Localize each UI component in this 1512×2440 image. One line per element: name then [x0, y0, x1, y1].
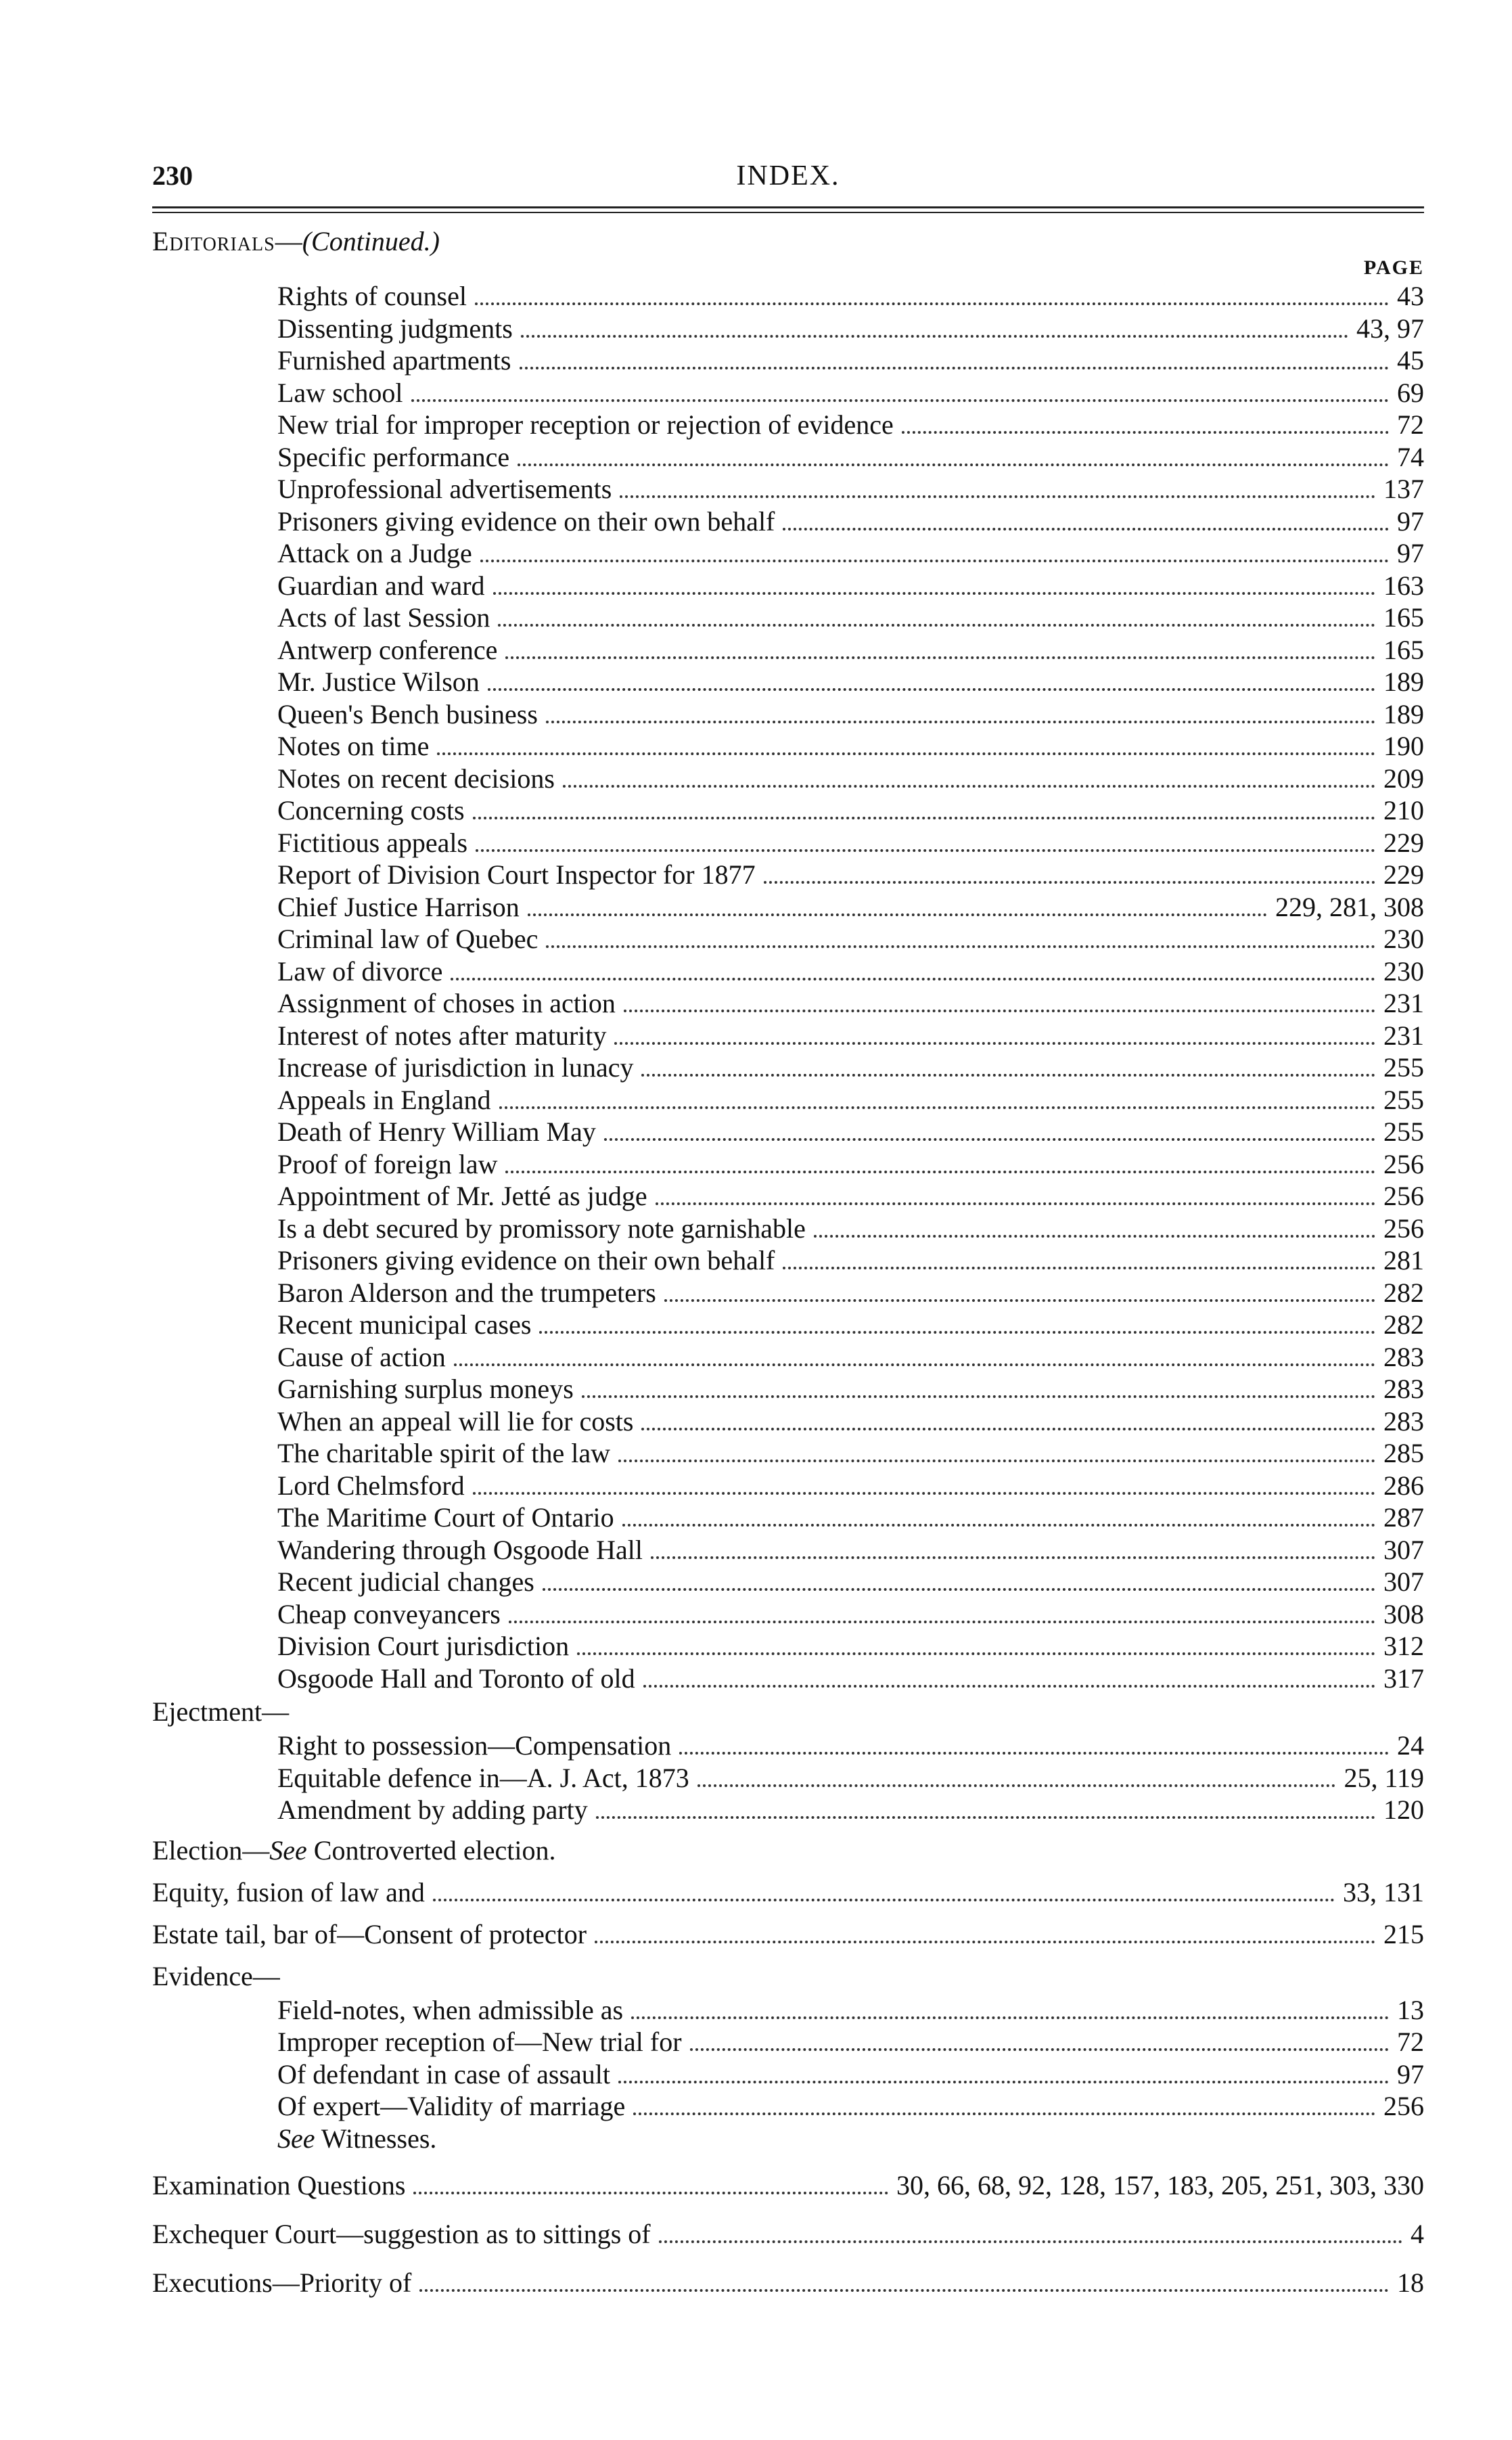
dot-leader — [618, 1460, 1375, 1462]
entry-label: Specific performance — [277, 441, 510, 472]
entry-pages: 97 — [1397, 505, 1424, 537]
dot-leader — [488, 688, 1375, 691]
entry-pages: 165 — [1383, 602, 1424, 633]
index-entry — [152, 955, 1424, 988]
dot-leader — [451, 978, 1375, 980]
entry-label: Notes on recent decisions — [277, 763, 555, 794]
entry-pages: 43 — [1397, 281, 1424, 311]
index-entry — [152, 1437, 1424, 1470]
dot-leader — [614, 1042, 1375, 1045]
entry-pages: 282 — [1383, 1309, 1424, 1340]
index-entry — [152, 1566, 1424, 1598]
section-heading-ejectment: Ejectment— — [152, 1696, 290, 1727]
entry-label: Right to possession—Compensation — [277, 1730, 672, 1761]
index-entry — [152, 1405, 1424, 1438]
index-entry — [152, 763, 1424, 795]
dot-leader — [582, 1395, 1375, 1398]
entry-pages: 33, 131 — [1343, 1876, 1424, 1907]
running-head — [152, 160, 1424, 200]
dot-leader — [604, 1138, 1375, 1141]
index-entry — [152, 1213, 1424, 1245]
entry-election — [152, 1833, 1424, 1868]
entry-label: Division Court jurisdiction — [277, 1631, 570, 1661]
entry-pages: 4 — [1411, 2219, 1424, 2249]
index-entry — [152, 409, 1424, 441]
index-entry — [152, 1630, 1424, 1663]
index-entry — [152, 891, 1424, 924]
entry-label: Recent judicial changes — [277, 1566, 534, 1597]
entry-pages: 282 — [1383, 1277, 1424, 1308]
dot-leader — [528, 913, 1267, 916]
entry-pages: 283 — [1383, 1374, 1424, 1404]
editorials-entries — [152, 280, 1424, 1694]
dot-leader — [480, 560, 1389, 562]
see-target: Controverted election. — [313, 1834, 556, 1866]
entry-label: Report of Division Court Inspector for 1877 — [277, 859, 756, 890]
entry-pages: 97 — [1397, 538, 1424, 568]
dot-leader — [659, 2240, 1402, 2243]
entry-label: Fictitious appeals — [277, 827, 468, 858]
index-entry — [152, 666, 1424, 698]
entry-label: Of defendant in case of assault — [277, 2058, 611, 2089]
index-entry — [152, 344, 1424, 377]
dot-leader — [546, 721, 1375, 723]
index-entry — [152, 505, 1424, 538]
entry-pages: 256 — [1383, 1181, 1424, 1211]
dot-leader — [437, 752, 1375, 755]
dot-leader — [620, 495, 1375, 498]
dot-leader — [454, 1363, 1375, 1366]
entry-estate-tail — [152, 1917, 1424, 1952]
entry-pages: 189 — [1383, 667, 1424, 697]
dot-leader — [505, 656, 1375, 659]
entry-pages: 308 — [1383, 1598, 1424, 1629]
entry-label: The Maritime Court of Ontario — [277, 1502, 614, 1533]
tail-entries — [152, 2168, 1424, 2301]
dot-leader — [505, 1171, 1375, 1173]
entry-label: Death of Henry William May — [277, 1116, 596, 1147]
dot-leader — [413, 2192, 888, 2194]
entry-pages: 256 — [1383, 1213, 1424, 1244]
dot-leader — [419, 2289, 1389, 2292]
index-entry — [152, 730, 1424, 763]
index-entry — [152, 1180, 1424, 1213]
index-entry — [152, 1341, 1424, 1374]
entry-pages: 255 — [1383, 1084, 1424, 1115]
index-entry — [152, 1373, 1424, 1405]
entry-pages: 209 — [1383, 763, 1424, 794]
dot-leader — [498, 624, 1375, 627]
heading-dash: — — [275, 226, 302, 256]
index-entry — [152, 1244, 1424, 1277]
entry-label: Unprofessional advertisements — [277, 474, 612, 504]
dot-leader — [520, 367, 1390, 369]
entry-pages: 43, 97 — [1356, 313, 1424, 344]
entry-pages: 229, 281, 308 — [1275, 891, 1424, 922]
dot-leader — [764, 881, 1375, 884]
see-word: See — [277, 2123, 315, 2154]
dot-leader — [697, 1784, 1336, 1787]
entry-pages: 190 — [1383, 731, 1424, 761]
entry-pages: 230 — [1383, 955, 1424, 987]
index-entry — [152, 1052, 1424, 1084]
entry-pages: 307 — [1383, 1534, 1424, 1565]
index-entry — [152, 1116, 1424, 1148]
entry-label: Antwerp conference — [277, 634, 498, 665]
index-entry — [152, 987, 1424, 1020]
index-entry — [152, 441, 1424, 474]
index-entry — [152, 1501, 1424, 1534]
entry-label: Lord Chelmsford — [277, 1470, 465, 1501]
section-heading-editorials — [152, 223, 1424, 260]
entry-pages: 317 — [1383, 1663, 1424, 1694]
entry-label: Equitable defence in—A. J. Act, 1873 — [277, 1762, 689, 1793]
entry-pages: 307 — [1383, 1566, 1424, 1597]
dot-leader — [577, 1652, 1375, 1655]
dot-leader — [521, 335, 1348, 338]
entry-pages: 165 — [1383, 634, 1424, 665]
see-target: Witnesses. — [321, 2123, 437, 2154]
entry-label: Proof of foreign law — [277, 1148, 498, 1179]
see-also-witnesses — [152, 2123, 1424, 2155]
index-entry — [152, 2168, 1424, 2203]
index-entry — [152, 634, 1424, 667]
entry-label: Osgoode Hall and Toronto of old — [277, 1663, 635, 1694]
index-entry — [152, 1084, 1424, 1116]
entry-label: Increase of jurisdiction in lunacy — [277, 1052, 634, 1083]
entry-pages: 283 — [1383, 1341, 1424, 1372]
index-entry — [152, 537, 1424, 570]
index-entry — [152, 1730, 1424, 1762]
entry-label: The charitable spirit of the law — [277, 1438, 611, 1468]
entry-pages: 24 — [1397, 1730, 1424, 1761]
entry-pages: 229 — [1383, 827, 1424, 858]
entry-label: Notes on time — [277, 731, 430, 761]
entry-pages: 72 — [1397, 2027, 1424, 2057]
entry-pages: 72 — [1397, 409, 1424, 440]
index-entry — [152, 827, 1424, 859]
dot-leader — [618, 2081, 1389, 2083]
entry-pages: 120 — [1383, 1794, 1424, 1825]
header-rule-thin — [152, 212, 1424, 213]
index-entry — [152, 2058, 1424, 2091]
entry-pages: 283 — [1383, 1405, 1424, 1437]
index-entry — [152, 923, 1424, 955]
entry-pages: 45 — [1397, 345, 1424, 376]
dot-leader — [902, 431, 1389, 434]
entry-label: Recent municipal cases — [277, 1309, 532, 1340]
entry-pages: 18 — [1397, 2267, 1424, 2298]
dot-leader — [783, 528, 1389, 530]
dot-leader — [643, 1685, 1375, 1688]
entry-pages: 312 — [1383, 1631, 1424, 1661]
index-entry — [152, 570, 1424, 602]
see-word: See — [269, 1834, 307, 1866]
entry-label: Concerning costs — [277, 795, 465, 826]
entry-pages: 189 — [1383, 698, 1424, 729]
dot-leader — [475, 302, 1389, 305]
index-entry — [152, 1598, 1424, 1631]
entry-pages: 231 — [1383, 1020, 1424, 1051]
entry-label: Mr. Justice Wilson — [277, 667, 480, 697]
entry-pages: 255 — [1383, 1116, 1424, 1147]
entry-label: When an appeal will lie for costs — [277, 1405, 634, 1437]
dot-leader — [518, 464, 1389, 466]
index-entry — [152, 1663, 1424, 1695]
entry-label: Field-notes, when admissible as — [277, 1994, 624, 2025]
entry-pages: 255 — [1383, 1052, 1424, 1083]
entry-label: Cheap conveyancers — [277, 1598, 501, 1629]
entry-label: Rights of counsel — [277, 281, 467, 311]
entry-pages: 286 — [1383, 1470, 1424, 1501]
entry-label: Acts of last Session — [277, 602, 490, 633]
entry-label: Dissenting judgments — [277, 313, 513, 344]
entry-label: Examination Questions — [152, 2170, 406, 2200]
index-entry — [152, 1020, 1424, 1052]
index-entry — [152, 473, 1424, 505]
entry-pages: 230 — [1383, 924, 1424, 954]
index-entry — [152, 280, 1424, 313]
dot-leader — [656, 1202, 1375, 1205]
dot-leader — [679, 1752, 1389, 1755]
entry-pages: 13 — [1397, 1994, 1424, 2025]
dot-leader — [595, 1941, 1375, 1943]
index-entry — [152, 859, 1424, 891]
index-entry — [152, 602, 1424, 634]
entry-label: Exchequer Court—suggestion as to sittings of — [152, 2219, 651, 2249]
dot-leader — [411, 399, 1389, 402]
index-entry — [152, 2026, 1424, 2058]
index-entry — [152, 1994, 1424, 2027]
entry-label: Estate tail, bar of—Consent of protector — [152, 1918, 587, 1949]
dot-leader — [622, 1524, 1375, 1527]
entry-label: Improper reception of—New trial for — [277, 2027, 682, 2057]
entry-label: Baron Alderson and the trumpeters — [277, 1277, 656, 1308]
index-entry — [152, 2265, 1424, 2301]
entry-pages: 69 — [1397, 377, 1424, 408]
index-entry — [152, 2217, 1424, 2252]
page-column-label: PAGE — [1363, 256, 1424, 279]
evidence-entries — [152, 1994, 1424, 2123]
entry-label: Furnished apartments — [277, 345, 511, 376]
index-entry — [152, 698, 1424, 731]
entry-pages: 137 — [1383, 474, 1424, 504]
header-rule — [152, 206, 1424, 208]
entry-pages: 74 — [1397, 441, 1424, 472]
dot-leader — [563, 785, 1375, 788]
dot-leader — [473, 817, 1375, 819]
index-entry — [152, 377, 1424, 409]
entry-label: Guardian and ward — [277, 570, 485, 601]
index-entry — [152, 1794, 1424, 1826]
entry-label: Prisoners giving evidence on their own behalf — [277, 505, 775, 537]
index-entry — [152, 1762, 1424, 1794]
entry-equity — [152, 1875, 1424, 1910]
entry-label: Amendment by adding party — [277, 1794, 588, 1825]
dot-leader — [690, 2048, 1389, 2051]
entry-label: Appointment of Mr. Jetté as judge — [277, 1181, 647, 1211]
dot-leader — [596, 1816, 1375, 1819]
ejectment-entries — [152, 1730, 1424, 1826]
entry-label: Attack on a Judge — [277, 538, 472, 568]
running-title: INDEX. — [736, 160, 840, 191]
dot-leader — [664, 1299, 1375, 1302]
entry-label: Criminal law of Quebec — [277, 924, 539, 954]
entry-pages: 285 — [1383, 1438, 1424, 1468]
entry-label: Equity, fusion of law and — [152, 1876, 425, 1907]
index-entry — [152, 2090, 1424, 2123]
heading-continued: (Continued.) — [302, 226, 440, 256]
dot-leader — [814, 1235, 1375, 1238]
entry-label: Executions—Priority of — [152, 2267, 412, 2298]
entry-pages: 210 — [1383, 795, 1424, 826]
index-entry — [152, 313, 1424, 345]
entry-label: Of expert—Validity of marriage — [277, 2091, 626, 2121]
entry-label: Garnishing surplus moneys — [277, 1374, 574, 1404]
entry-pages: 229 — [1383, 859, 1424, 890]
index-entry — [152, 1277, 1424, 1309]
entry-pages: 256 — [1383, 1148, 1424, 1179]
index-entry — [152, 794, 1424, 827]
entry-label: Law of divorce — [277, 955, 443, 987]
dot-leader — [631, 2016, 1389, 2019]
entry-pages: 231 — [1383, 988, 1424, 1018]
dot-leader — [493, 592, 1375, 595]
index-entry — [152, 1309, 1424, 1341]
entry-label: Wandering through Osgoode Hall — [277, 1534, 643, 1565]
entry-label: Queen's Bench business — [277, 698, 538, 729]
section-heading-evidence: Evidence— — [152, 1960, 280, 1991]
entry-pages: 97 — [1397, 2058, 1424, 2089]
entry-label: Prisoners giving evidence on their own behalf — [277, 1245, 775, 1275]
entry-pages: 215 — [1383, 1918, 1424, 1949]
dot-leader — [509, 1621, 1375, 1623]
entry-pages: 30, 66, 68, 92, 128, 157, 183, 205, 251, 303, 330 — [896, 2170, 1424, 2200]
index-body — [152, 223, 1424, 2301]
index-entry — [152, 1470, 1424, 1502]
entry-pages: 256 — [1383, 2091, 1424, 2121]
entry-label: Law school — [277, 377, 403, 408]
page-number: 230 — [152, 160, 193, 191]
dot-leader — [651, 1556, 1375, 1559]
entry-label: Cause of action — [277, 1341, 446, 1372]
entry-pages: 281 — [1383, 1245, 1424, 1275]
entry-label: New trial for improper reception or rejection of evidence — [277, 409, 894, 440]
dot-leader — [543, 1588, 1375, 1591]
dot-leader — [641, 1428, 1375, 1430]
entry-label: Election—See Controverted election. — [152, 1834, 556, 1866]
dot-leader — [539, 1331, 1375, 1334]
entry-label: Chief Justice Harrison — [277, 891, 520, 922]
dot-leader — [499, 1106, 1376, 1109]
dot-leader — [473, 1492, 1375, 1495]
index-entry — [152, 1534, 1424, 1566]
entry-label: Appeals in England — [277, 1084, 491, 1115]
entry-label: Interest of notes after maturity — [277, 1020, 607, 1051]
dot-leader — [476, 849, 1375, 852]
heading-caps: Editorials — [152, 226, 275, 256]
entry-pages: 287 — [1383, 1502, 1424, 1533]
dot-leader — [433, 1899, 1335, 1901]
dot-leader — [633, 2113, 1375, 2115]
dot-leader — [783, 1267, 1375, 1269]
dot-leader — [641, 1074, 1375, 1077]
entry-pages: 25, 119 — [1344, 1762, 1424, 1793]
dot-leader — [546, 945, 1375, 948]
dot-leader — [624, 1010, 1375, 1012]
entry-label: Is a debt secured by promissory note garnishable — [277, 1213, 806, 1244]
entry-label: Assignment of choses in action — [277, 988, 616, 1018]
index-entry — [152, 1148, 1424, 1181]
entry-pages: 163 — [1383, 570, 1424, 601]
